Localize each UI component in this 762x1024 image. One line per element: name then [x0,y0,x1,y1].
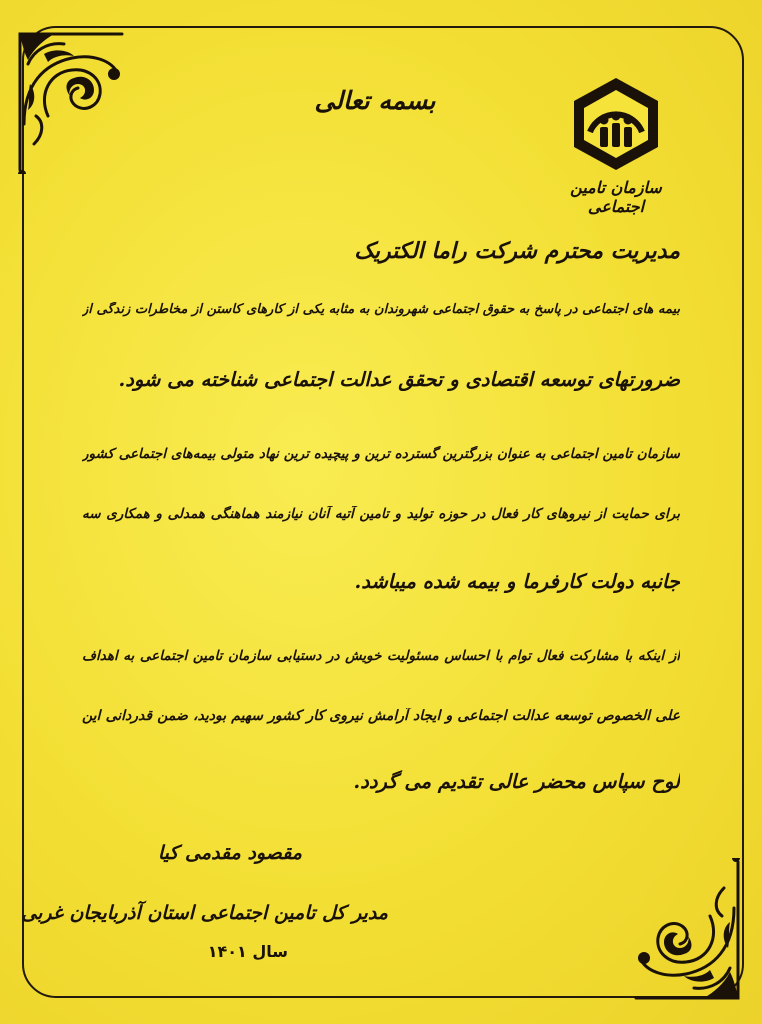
body-line-6: از اینکه با مشارکت فعال توام با احساس مسئولیت خویش در دستیابی سازمان تامین اجتماعی به اهداف [82,648,680,664]
body-line-3: سازمان تامین اجتماعی به عنوان بزرگترین گسترده ترین و پیچیده ترین نهاد متولی بیمه‌های اجتماعی کشور [82,446,680,462]
organization-name: سازمان تامین اجتماعی [570,178,662,216]
body-line-2: ضرورتهای توسعه اقتصادی و تحقق عدالت اجتماعی شناخته می شود. [118,368,680,391]
social-security-logo-icon [568,76,664,172]
signer-name: مقصود مقدمی کیا [157,842,302,864]
body-line-8: لوح سپاس محضر عالی تقدیم می گردد. [353,770,680,793]
body-line-4: برای حمایت از نیروهای کار فعال در حوزه تولید و تامین آتیه آنان نیازمند هماهنگی همدلی و همکاری سه [82,506,680,522]
invocation-heading: بسمه تعالی [314,86,436,115]
body-line-7: علی الخصوص توسعه عدالت اجتماعی و ایجاد آرامش نیروی کار کشور سهیم بودید، ضمن قدردانی این [82,708,680,724]
body-line-1: بیمه های اجتماعی در پاسخ به حقوق اجتماعی شهروندان به مثابه یکی از کارهای کاستن از مخاطرات زندگی از [82,302,680,317]
body-line-5: جانبه دولت کارفرما و بیمه شده میباشد. [354,570,680,593]
signer-title: مدیر کل تامین اجتماعی استان آذربایجان غربی [21,902,388,924]
salutation: مدیریت محترم شرکت راما الکتریک [354,238,680,264]
issue-year: سال ۱۴۰۱ [207,942,288,961]
floral-corner-ornament-icon [14,24,126,174]
floral-corner-ornament-icon [632,858,744,1008]
